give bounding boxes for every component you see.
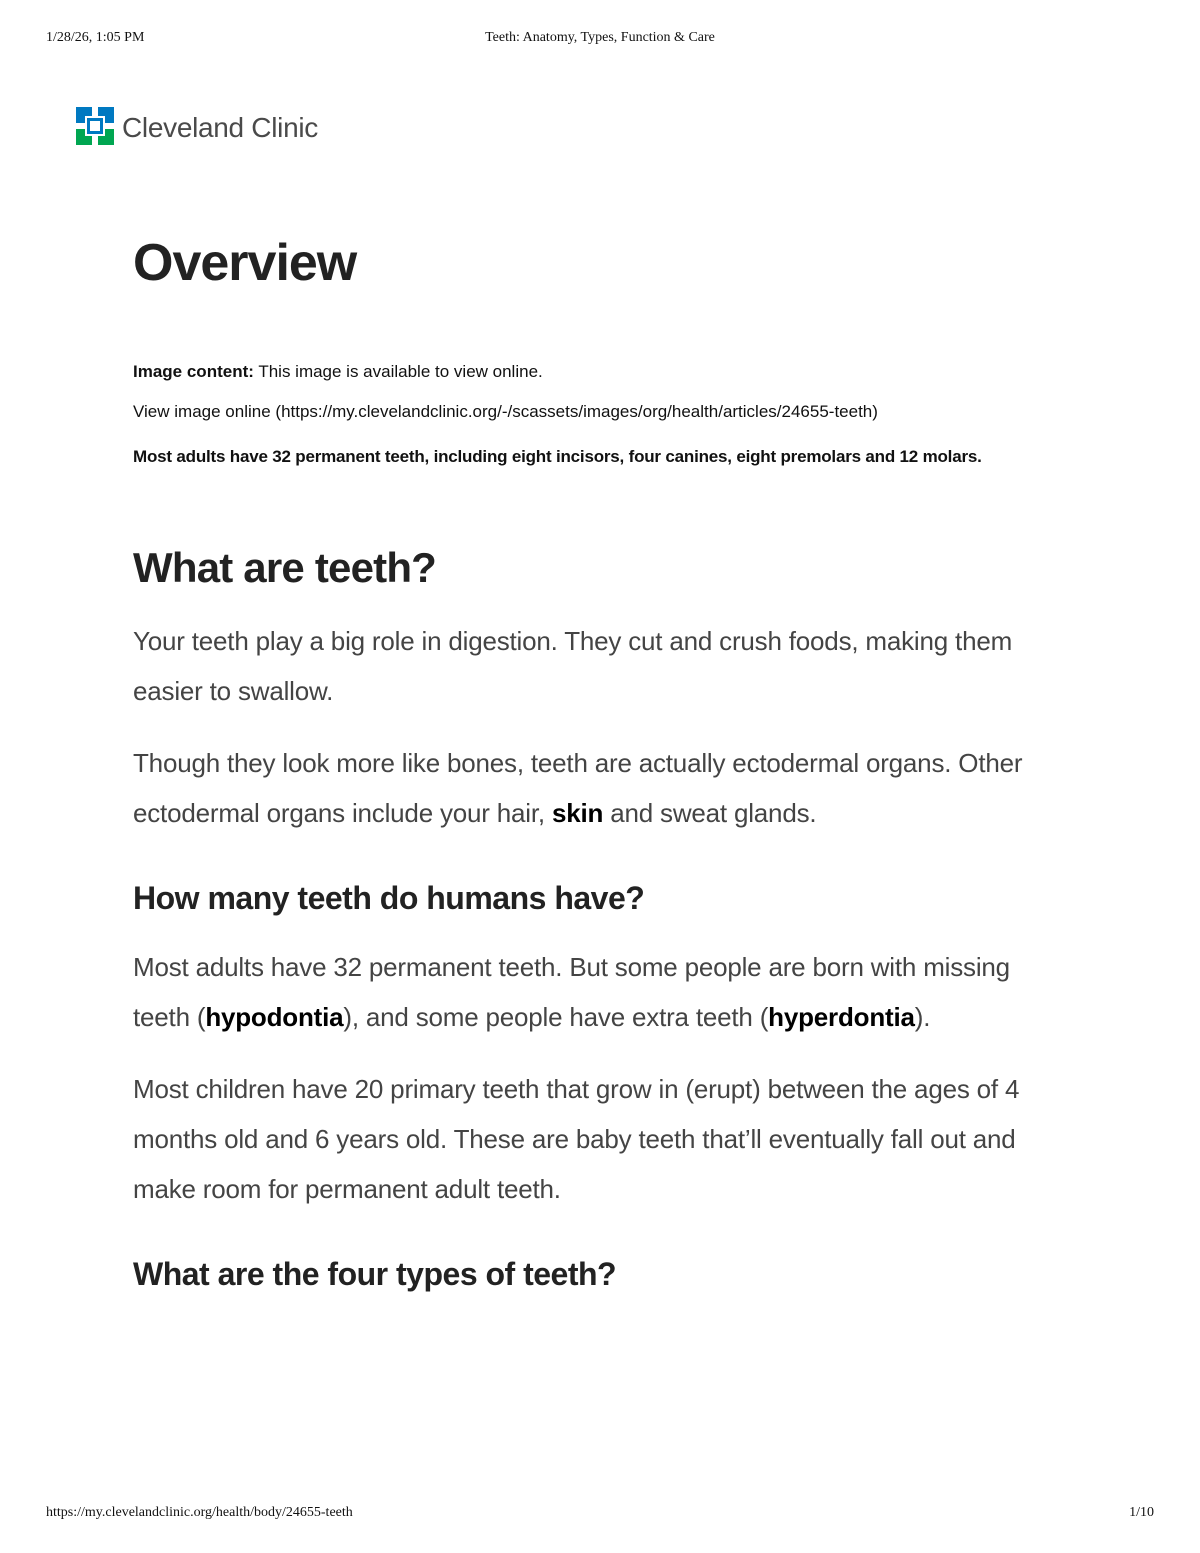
print-header (46, 30, 1154, 48)
image-content-label: Image content: (133, 362, 254, 381)
hyperdontia-link[interactable]: hyperdontia (768, 1002, 915, 1032)
paragraph-text: ). (914, 1002, 931, 1032)
four-types-heading: What are the four types of teeth? (133, 1256, 617, 1292)
skin-link[interactable]: skin (551, 798, 604, 828)
how-many-paragraph-2: Most children have 20 primary teeth that grow in (erupt) between the ages of 4 months old and 6 years old. These are baby teeth that’ll eventually fall out and make room for permanent adult teeth. (133, 1074, 1020, 1204)
how-many-teeth-heading: How many teeth do humans have? (133, 880, 645, 916)
article-content (133, 228, 1063, 1296)
what-are-teeth-paragraph-1: Your teeth play a big role in digestion. They cut and crush foods, making them easier to swallow. (133, 626, 1013, 706)
how-many-paragraph-1 (133, 942, 1063, 1042)
image-caption-block (133, 360, 1063, 472)
view-image-online-line (133, 400, 1063, 424)
print-page-number: 1/10 (1129, 1505, 1154, 1520)
print-url: https://my.clevelandclinic.org/health/body/24655-teeth (46, 1505, 353, 1520)
image-content-text: This image is available to view online. (253, 362, 543, 381)
image-description: Most adults have 32 permanent teeth, including eight incisors, four canines, eight premolars and 12 molars. (133, 447, 982, 466)
paragraph-text: ), and some people have extra teeth ( (343, 1002, 769, 1032)
paragraph-text: and sweat glands. (603, 798, 817, 828)
hypodontia-link[interactable]: hypodontia (205, 1002, 344, 1032)
image-content-note (133, 360, 1063, 384)
print-footer (46, 1505, 1154, 1523)
what-are-teeth-paragraph-2 (133, 738, 1063, 838)
print-datetime: 1/28/26, 1:05 PM (46, 30, 145, 45)
cleveland-clinic-mark-icon (76, 107, 114, 145)
overview-heading: Overview (133, 234, 357, 292)
paragraph-text: Though they look more like bones, teeth are actually ectodermal organs. Other ectodermal organs include your hair, (133, 748, 1023, 828)
view-image-online-link[interactable]: View image online (133, 402, 271, 421)
logo-wordmark: Cleveland Clinic (122, 112, 318, 143)
view-image-online-url[interactable]: (https://my.clevelandclinic.org/-/scassets/images/org/health/articles/24655-teeth) (275, 402, 878, 421)
print-page-title: Teeth: Anatomy, Types, Function & Care (485, 30, 715, 45)
what-are-teeth-heading: What are teeth? (133, 544, 437, 591)
paragraph-text: Most adults have 32 permanent teeth. But some people are born with missing teeth ( (133, 952, 1010, 1032)
